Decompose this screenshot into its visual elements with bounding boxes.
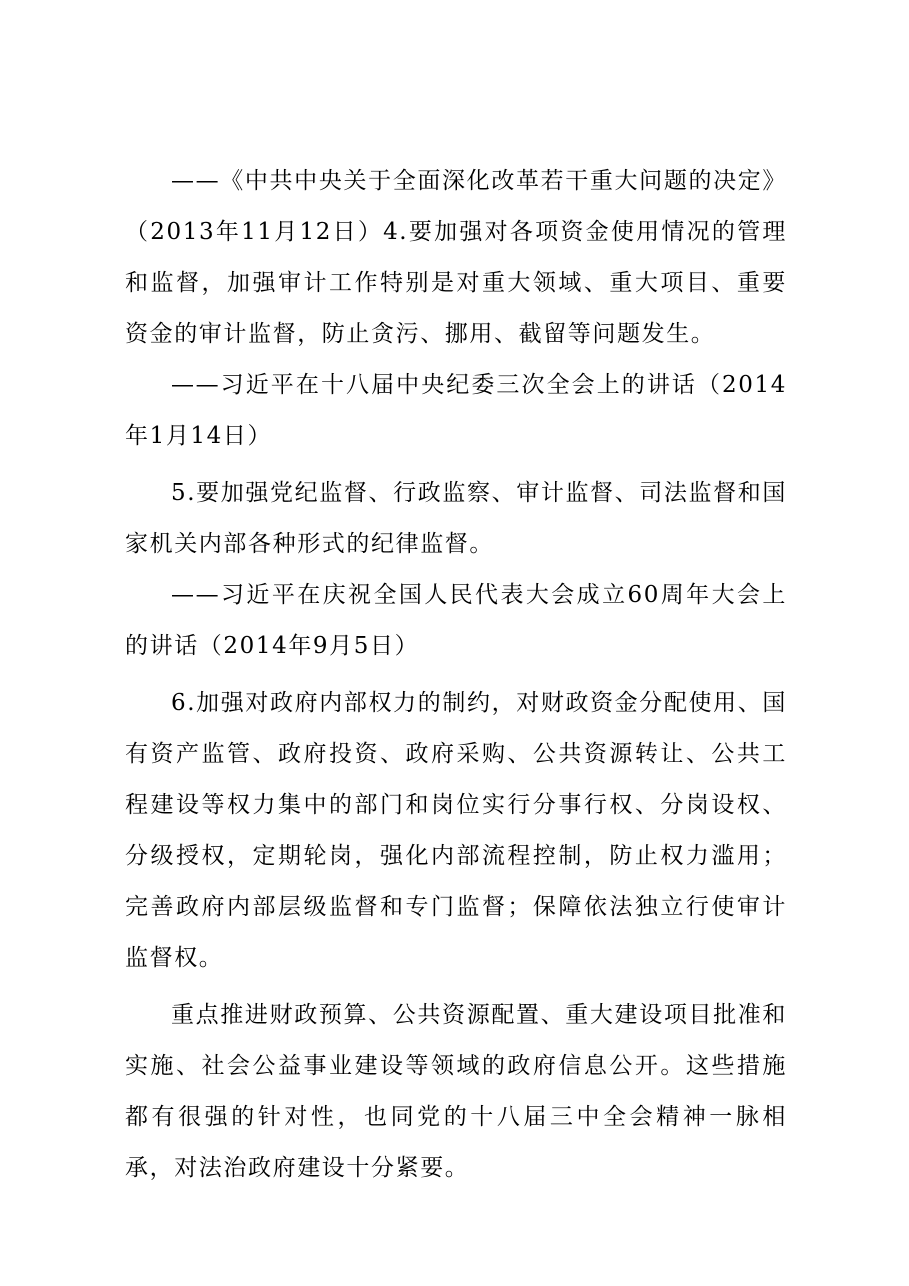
paragraph-decision-quote: ——《中共中央关于全面深化改革若干重大问题的决定》（2013年11月12日）4.要加强对各项资金使用情况的管理和监督，加强审计工作特别是对重大领域、重大项目、重要资金的审计监督，防止贪污、挪用、截留等问题发生。 [125,168,787,347]
document-body [125,156,787,1194]
paragraph-source-plenary-speech: ——习近平在十八届中央纪委三次全会上的讲话（2014年1月14日） [125,372,787,449]
paragraph-item-5: 5.要加强党纪监督、行政监察、审计监督、司法监督和国家机关内部各种形式的纪律监督。 [125,480,787,557]
paragraph-source-npc-speech: ——习近平在庆祝全国人民代表大会成立60周年大会上的讲话（2014年9月5日） [125,582,787,659]
paragraph-key-points: 重点推进财政预算、公共资源配置、重大建设项目批准和实施、社会公益事业建设等领域的政府信息公开。这些措施都有很强的针对性，也同党的十八届三中全会精神一脉相承，对法治政府建设十分紧要。 [125,1002,787,1181]
paragraph-item-6: 6.加强对政府内部权力的制约，对财政资金分配使用、国有资产监管、政府投资、政府采购、公共资源转让、公共工程建设等权力集中的部门和岗位实行分事行权、分岗设权、分级授权，定期轮岗，强化内部流程控制，防止权力滥用；完善政府内部层级监督和专门监督；保障依法独立行使审计监督权。 [125,690,787,971]
